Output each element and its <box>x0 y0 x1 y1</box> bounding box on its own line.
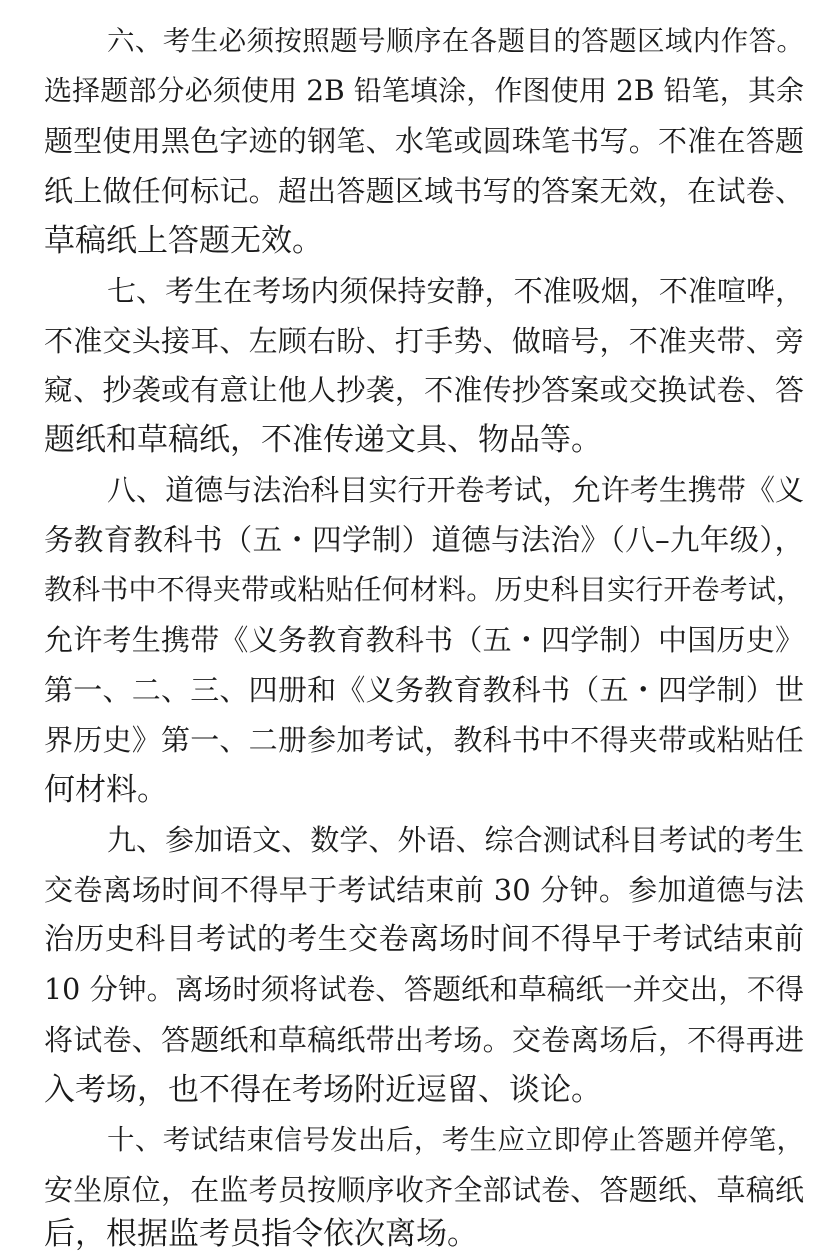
paragraph-7-line-3: 窥、抄袭或有意让他人抄袭，不准传抄答案或交换试卷、答 <box>44 373 804 407</box>
paragraph-8-line-5: 第一、二、三、四册和《义务教育教科书（五・四学制）世 <box>44 673 804 707</box>
paragraph-9-line-2: 交卷离场时间不得早于考试结束前 30 分钟。参加道德与法 <box>44 873 804 907</box>
paragraph-6-line-5: 草稿纸上答题无效。 <box>44 223 323 259</box>
paragraph-8-line-4: 允许考生携带《义务教育教科书（五・四学制）中国历史》 <box>44 623 804 657</box>
paragraph-8-line-2: 务教育教科书（五・四学制）道德与法治》（八–九年级）， <box>44 523 804 557</box>
paragraph-9-line-3: 治历史科目考试的考生交卷离场时间不得早于考试结束前 <box>44 922 804 957</box>
paragraph-9-line-1: 九、参加语文、数学、外语、综合测试科目考试的考生 <box>107 823 804 857</box>
paragraph-6-line-3: 题型使用黑色字迹的钢笔、水笔或圆珠笔书写。不准在答题 <box>44 124 804 158</box>
paragraph-9-line-5: 将试卷、答题纸和草稿纸带出考场。交卷离场后，不得再进 <box>44 1023 804 1057</box>
paragraph-8-line-1: 八、道德与法治科目实行开卷考试，允许考生携带《义 <box>107 473 804 507</box>
paragraph-6-line-4: 纸上做任何标记。超出答题区域书写的答案无效，在试卷、 <box>44 174 804 208</box>
paragraph-7-line-2: 不准交头接耳、左顾右盼、打手势、做暗号，不准夹带、旁 <box>44 324 804 358</box>
paragraph-9-line-4: 10 分钟。离场时须将试卷、答题纸和草稿纸一并交出，不得 <box>44 973 804 1006</box>
paragraph-7-line-4: 题纸和草稿纸，不准传递文具、物品等。 <box>44 422 602 458</box>
paragraph-8-line-7: 何材料。 <box>44 772 168 808</box>
paragraph-7-line-1: 七、考生在考场内须保持安静，不准吸烟，不准喧哗， <box>107 274 804 308</box>
paragraph-6-line-2: 选择题部分必须使用 2B 铅笔填涂，作图使用 2B 铅笔，其余 <box>44 74 804 107</box>
paragraph-6-line-1: 六、考生必须按照题号顺序在各题目的答题区域内作答。 <box>107 25 804 57</box>
paragraph-9-line-6: 入考场，也不得在考场附近逗留、谈论。 <box>44 1072 602 1108</box>
paragraph-8-line-3: 教科书中不得夹带或粘贴任何材料。历史科目实行开卷考试， <box>44 573 804 606</box>
paragraph-10-line-2: 安坐原位，在监考员按顺序收齐全部试卷、答题纸、草稿纸 <box>44 1173 804 1207</box>
paragraph-10-line-3: 后，根据监考员指令依次离场。 <box>44 1216 478 1252</box>
paragraph-8-line-6: 界历史》第一、二册参加考试，教科书中不得夹带或粘贴任 <box>44 723 804 757</box>
paragraph-10-line-1: 十、考试结束信号发出后，考生应立即停止答题并停笔， <box>107 1124 804 1156</box>
